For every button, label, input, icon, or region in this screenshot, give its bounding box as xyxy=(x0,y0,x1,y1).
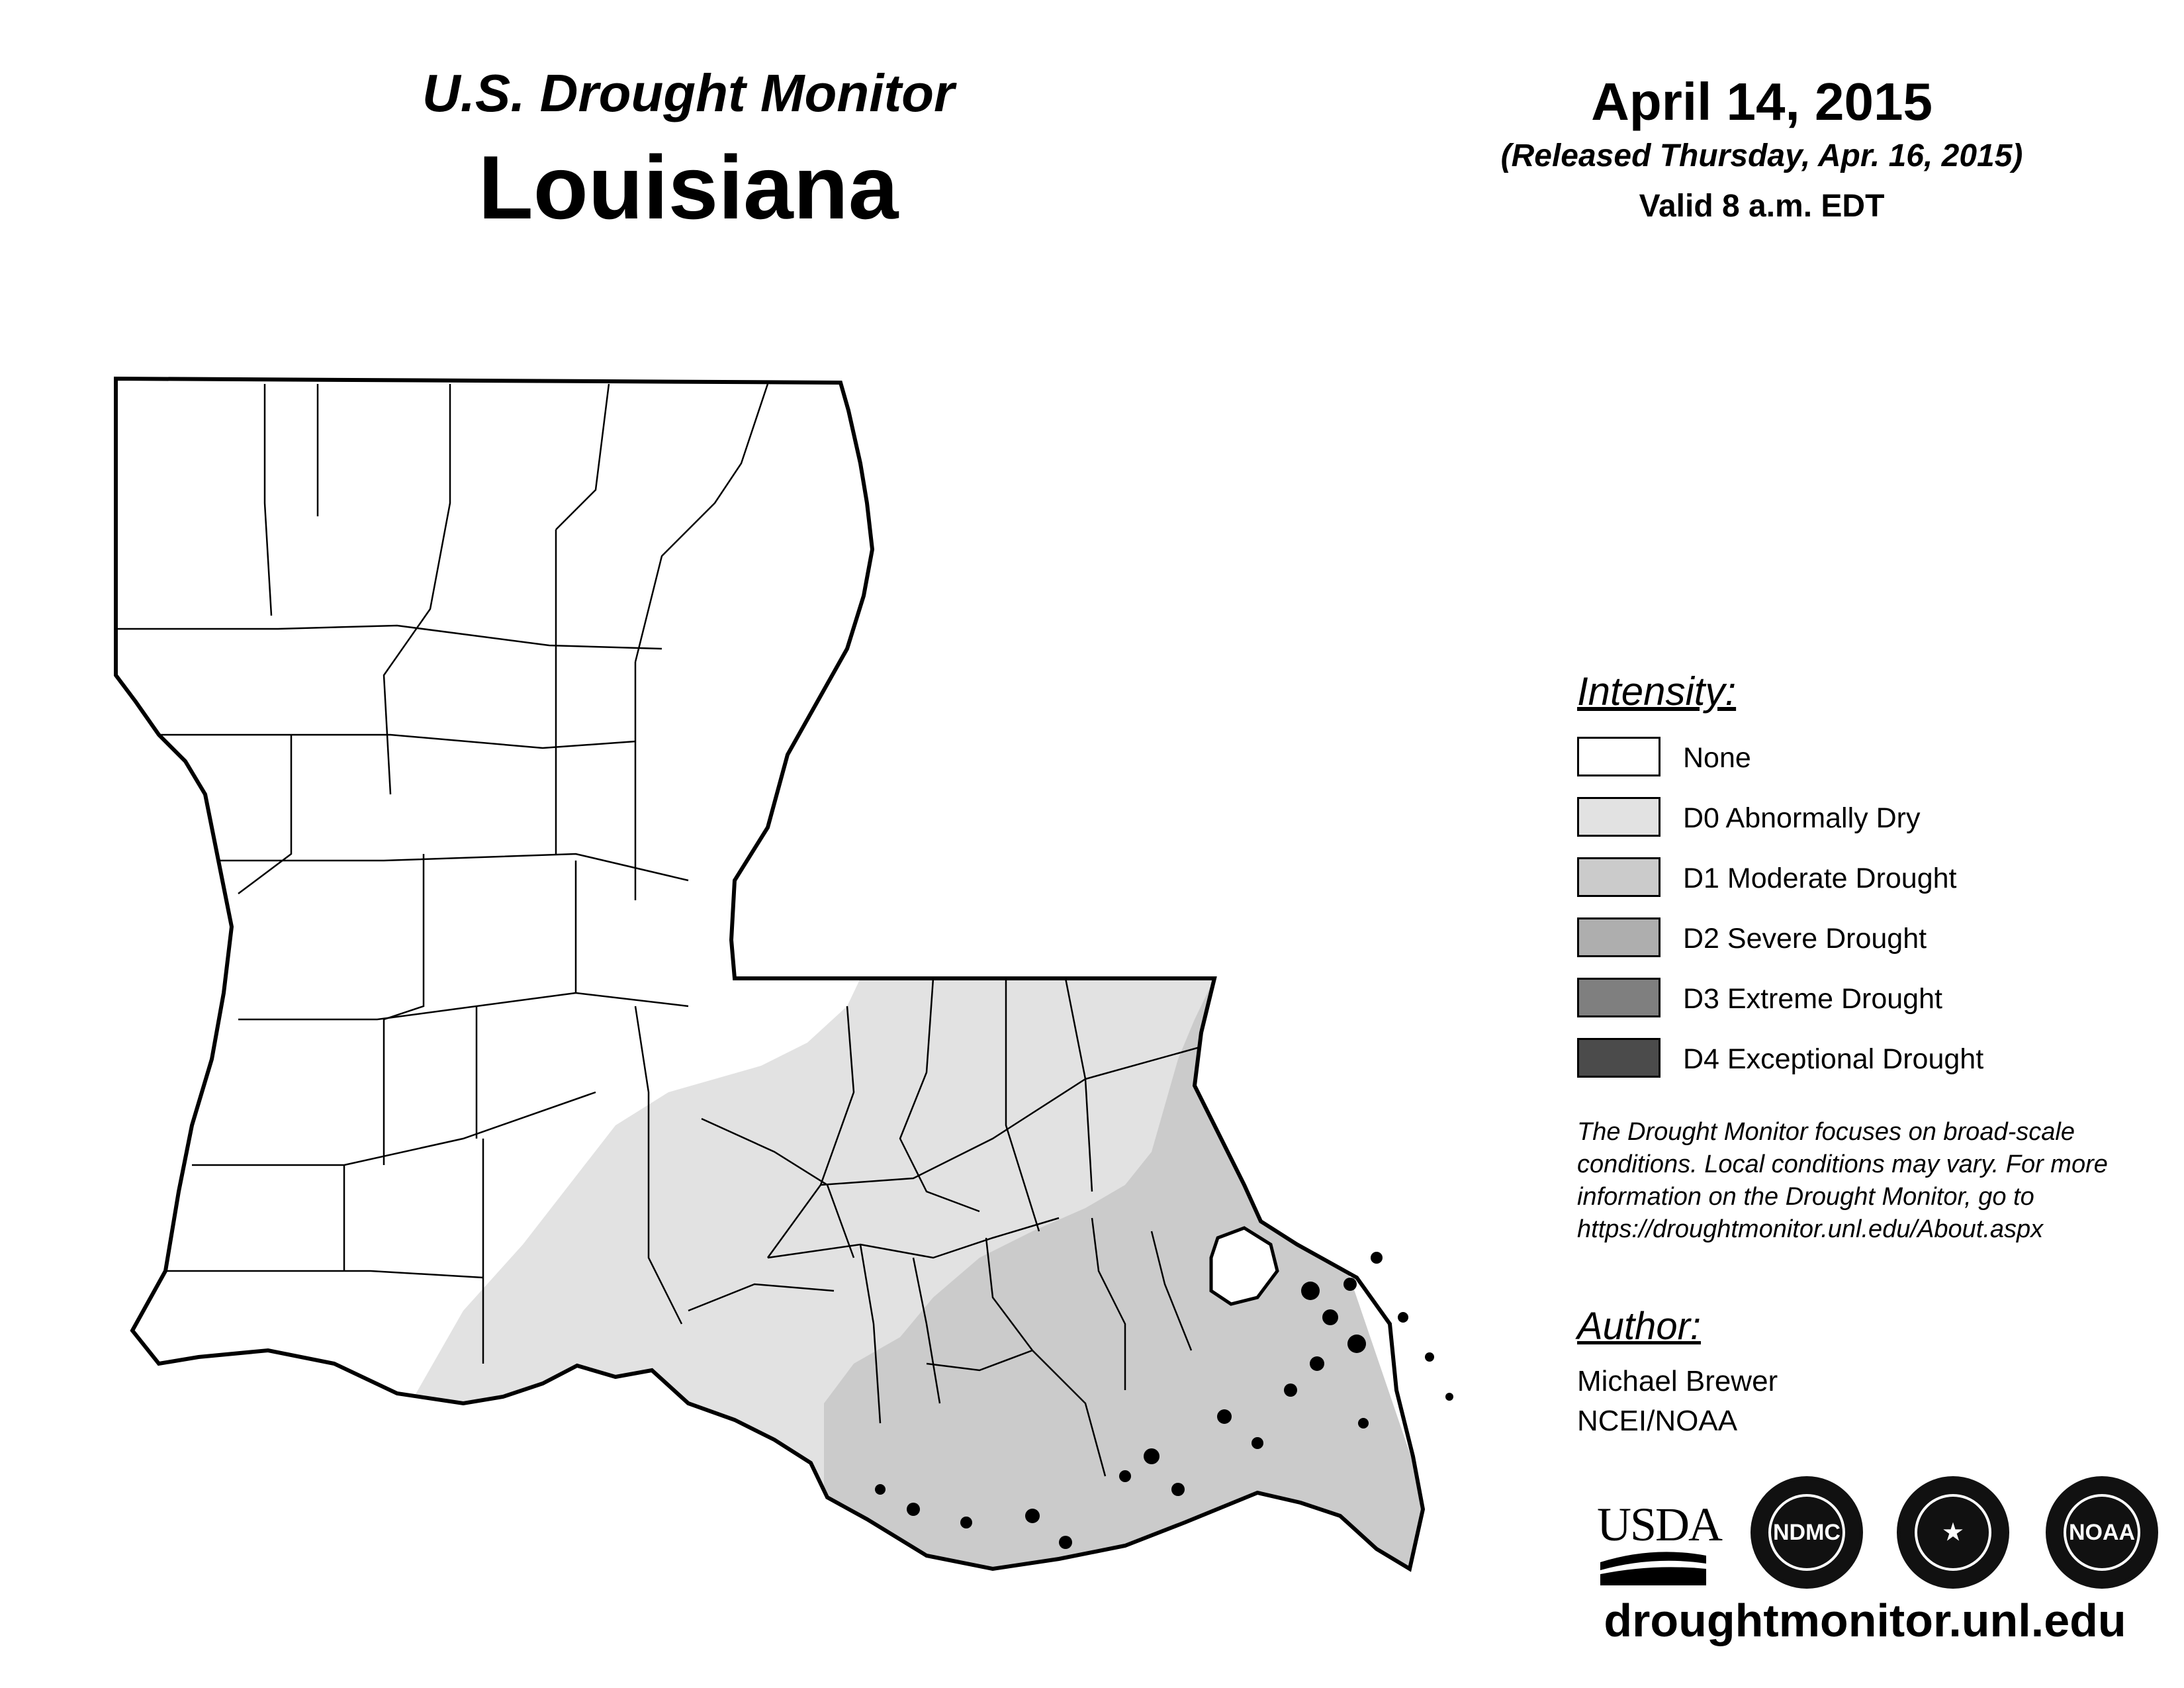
noaa-logo-text: NOAA xyxy=(2064,1494,2140,1571)
author-name: Michael Brewer xyxy=(1577,1365,1778,1397)
legend-item-d2 xyxy=(1577,917,1927,965)
legend-swatch-d3 xyxy=(1577,978,1661,1017)
usda-swoosh-icon xyxy=(1597,1489,1709,1589)
legend-swatch-d1 xyxy=(1577,857,1661,897)
author-heading: Author: xyxy=(1577,1305,1701,1348)
usda-logo-text: USDA xyxy=(1597,1498,1722,1551)
legend-item-d1 xyxy=(1577,857,1957,905)
state-title: Louisiana xyxy=(478,137,899,238)
legend-swatch-d0 xyxy=(1577,797,1661,837)
legend-label: None xyxy=(1683,742,1751,774)
author-org: NCEI/NOAA xyxy=(1577,1405,1738,1437)
sponsor-logos xyxy=(1577,1476,2173,1609)
map-date: April 14, 2015 xyxy=(1591,72,1933,131)
legend-title: Intensity: xyxy=(1577,669,1737,714)
legend-label: D2 Severe Drought xyxy=(1683,923,1927,955)
legend-item-d4 xyxy=(1577,1038,1984,1086)
disclaimer-text: The Drought Monitor focuses on broad-scale conditions. Local conditions may vary. For more information on the Drought Monitor, go to https://droughtmonitor.unl.edu/About.aspx xyxy=(1577,1118,2108,1243)
usda-logo xyxy=(1597,1489,1722,1589)
legend xyxy=(1577,669,1984,1098)
valid-time: Valid 8 a.m. EDT xyxy=(1639,189,1885,224)
website-url[interactable]: droughtmonitor.unl.edu xyxy=(1604,1595,2126,1646)
legend-swatch-d4 xyxy=(1577,1038,1661,1078)
release-date: (Released Thursday, Apr. 16, 2015) xyxy=(1500,138,2023,173)
legend-item-none xyxy=(1577,737,1751,784)
legend-label: D4 Exceptional Drought xyxy=(1683,1043,1984,1075)
monitor-title: U.S. Drought Monitor xyxy=(422,64,955,122)
commerce-seal-icon xyxy=(1897,1476,2009,1589)
ndmc-logo xyxy=(1751,1476,1863,1589)
legend-swatch-none xyxy=(1577,737,1661,776)
legend-item-d3 xyxy=(1577,978,1942,1025)
legend-item-d0 xyxy=(1577,797,1921,845)
legend-label: D0 Abnormally Dry xyxy=(1683,802,1921,834)
eagle-icon: ★ xyxy=(1915,1494,1991,1571)
ndmc-logo-text: NDMC xyxy=(1768,1494,1845,1571)
legend-label: D1 Moderate Drought xyxy=(1683,863,1957,894)
legend-label: D3 Extreme Drought xyxy=(1683,983,1942,1015)
noaa-logo xyxy=(2046,1476,2158,1589)
legend-swatch-d2 xyxy=(1577,917,1661,957)
